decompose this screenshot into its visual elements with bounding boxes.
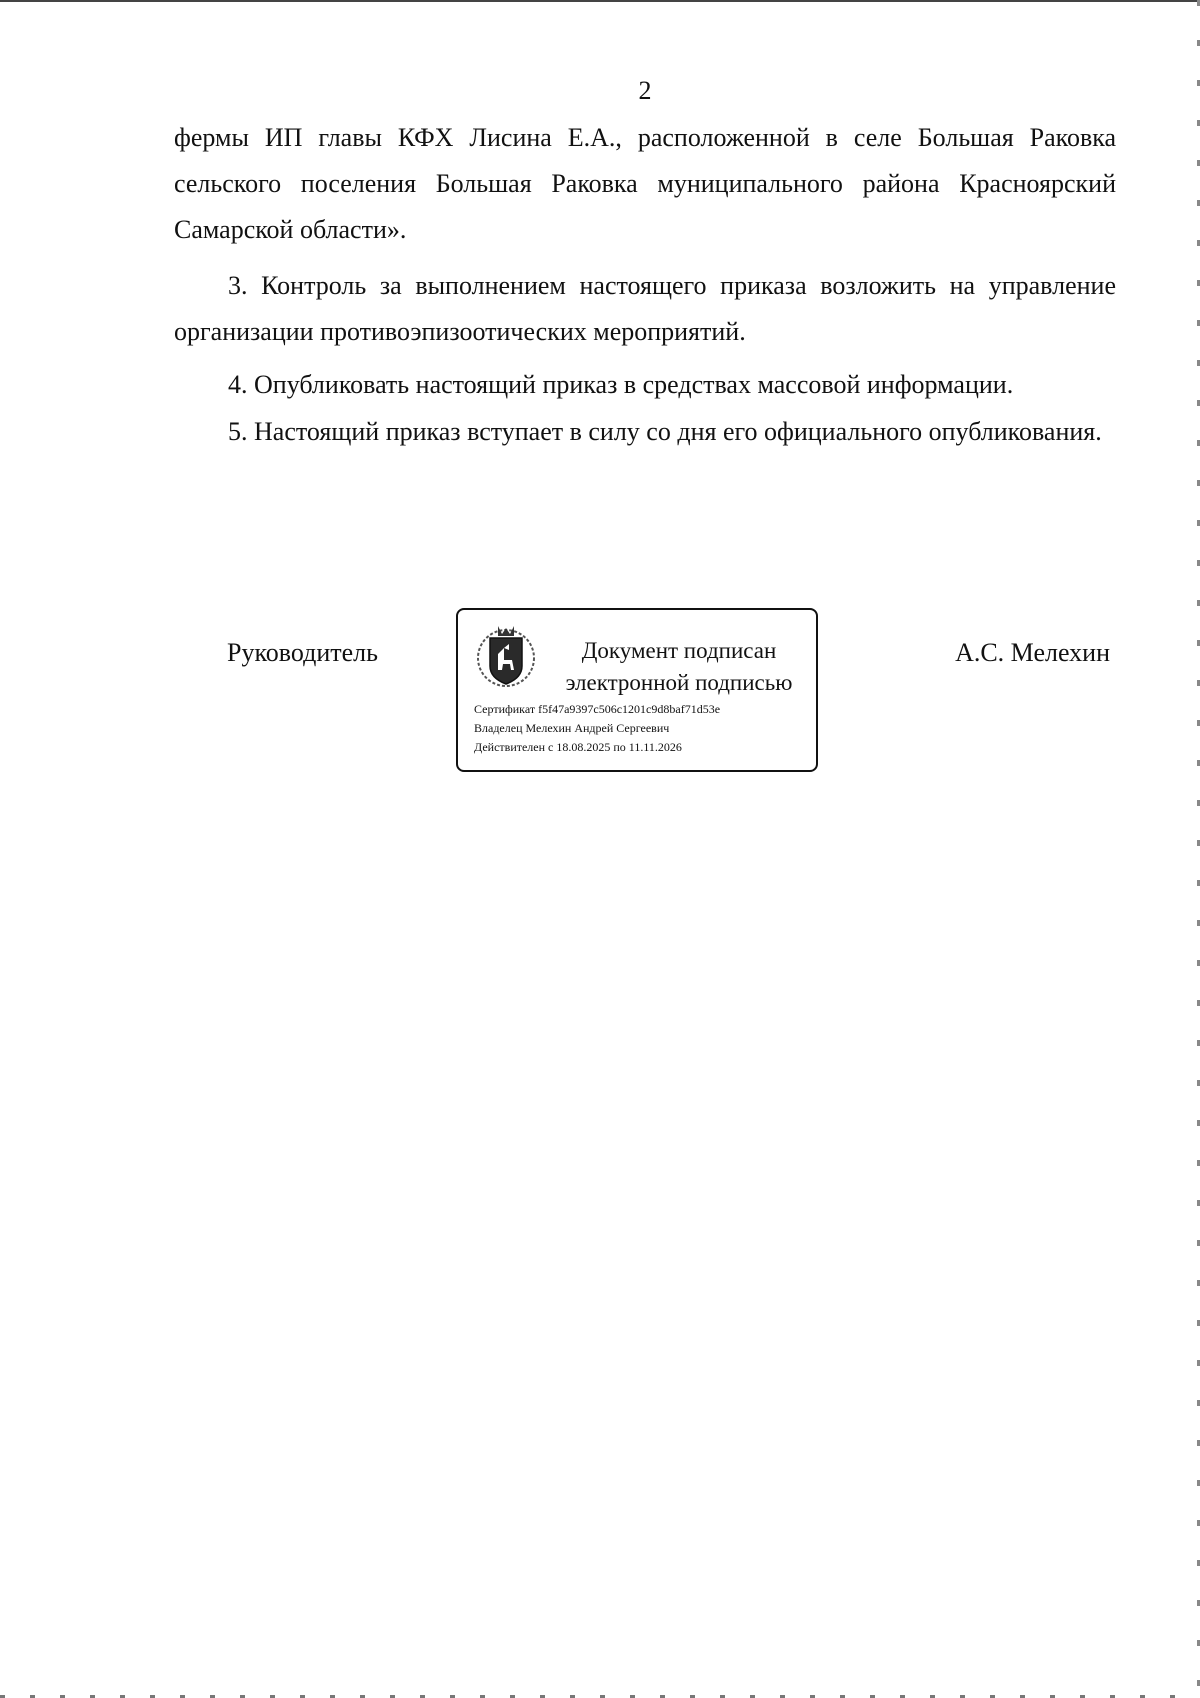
stamp-heading-line: электронной подписью — [565, 670, 793, 695]
validity-line: Действителен с 18.08.2025 по 11.11.2026 — [474, 740, 682, 754]
paragraph-text: 4. Опубликовать настоящий приказ в средствах массовой информации. — [228, 370, 1014, 399]
paragraph-item-3 — [174, 263, 1116, 355]
electronic-signature-stamp — [456, 608, 818, 772]
owner-line: Владелец Мелехин Андрей Сергеевич — [474, 721, 670, 735]
paragraph-item-4 — [174, 362, 1116, 408]
paragraph-text: 5. Настоящий приказ вступает в силу со дня его официального опубликования. — [228, 417, 1102, 446]
certificate-line: Сертификат f5f47a9397c506c1201c9d8baf71d53e — [474, 702, 721, 716]
paragraph-item-5 — [174, 409, 1116, 455]
top-scan-border — [0, 0, 1200, 2]
paragraph-text: 3. Контроль за выполнением настоящего приказа возложить на управление организации противоэпизоотических мероприятий. — [174, 271, 1116, 346]
stamp-details — [474, 700, 720, 757]
stamp-heading-line: Документ подписан — [581, 638, 777, 663]
paragraph-text: фермы ИП главы КФХ Лисина Е.А., расположенной в селе Большая Раковка сельского поселения Большая Раковка муниципального района Красноярский Самарской области». — [174, 123, 1116, 244]
signer-title: Руководитель — [227, 638, 378, 667]
coat-of-arms-icon — [476, 620, 536, 688]
paragraph-continuation — [174, 115, 1116, 253]
page-number: 2 — [638, 76, 652, 105]
signer-name: А.С. Мелехин — [955, 638, 1110, 667]
stamp-heading — [553, 635, 805, 699]
